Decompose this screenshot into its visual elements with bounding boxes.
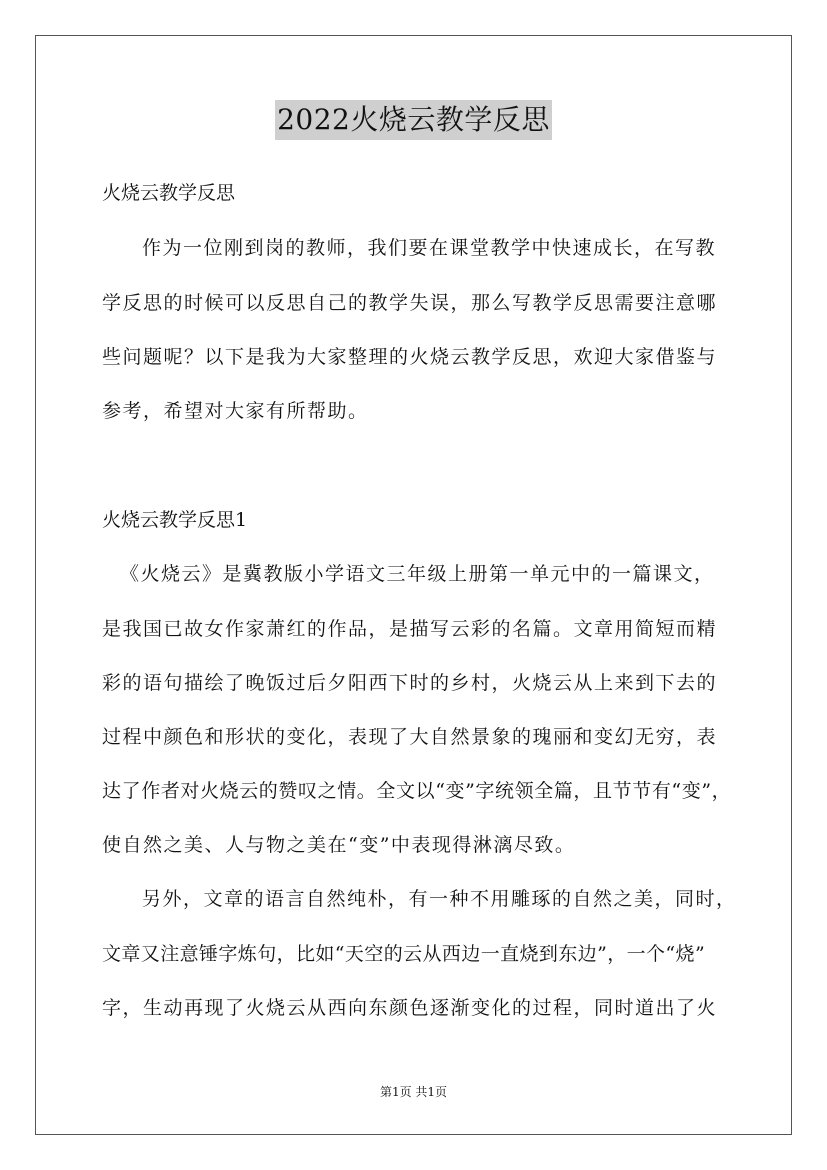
intro-line: 作为一位刚到岗的教师，我们要在课堂教学中快速成长，在写教 <box>142 237 717 259</box>
document-heading: 火烧云教学反思 <box>102 182 236 204</box>
document-title: 2022火烧云教学反思 <box>275 100 552 140</box>
paragraph-line: 使自然之美、人与物之美在“变”中表现得淋漓尽致。 <box>102 834 576 856</box>
paragraph-line: 字，生动再现了火烧云从西向东颜色逐渐变化的过程，同时道出了火 <box>102 997 718 1019</box>
paragraph-line: 文章又注意锤字炼句，比如“天空的云从西边一直烧到东边”，一个“烧” <box>102 943 706 965</box>
intro-line: 些问题呢？以下是我为大家整理的火烧云教学反思，欢迎大家借鉴与 <box>102 346 718 368</box>
paragraph-line: 达了作者对火烧云的赞叹之情。全文以“变”字统领全篇，且节节有“变”， <box>102 780 732 802</box>
intro-line: 学反思的时候可以反思自己的教学失误，那么写教学反思需要注意哪 <box>102 292 718 314</box>
paragraph-line: 《火烧云》是冀教版小学语文三年级上册第一单元中的一篇课文， <box>120 563 715 585</box>
paragraph-line: 另外，文章的语言自然纯朴，有一种不用雕琢的自然之美，同时， <box>142 888 737 910</box>
page-footer: 第1页 共1页 <box>379 1085 448 1099</box>
intro-line: 参考，希望对大家有所帮助。 <box>102 400 369 422</box>
paragraph-line: 是我国已故女作家萧红的作品，是描写云彩的名篇。文章用简短而精 <box>102 618 718 640</box>
title-container <box>0 100 827 140</box>
section-heading: 火烧云教学反思1 <box>102 509 248 531</box>
paragraph-line: 彩的语句描绘了晚饭过后夕阳西下时的乡村，火烧云从上来到下去的 <box>102 672 718 694</box>
paragraph-line: 过程中颜色和形状的变化，表现了大自然景象的瑰丽和变幻无穷，表 <box>102 726 718 748</box>
